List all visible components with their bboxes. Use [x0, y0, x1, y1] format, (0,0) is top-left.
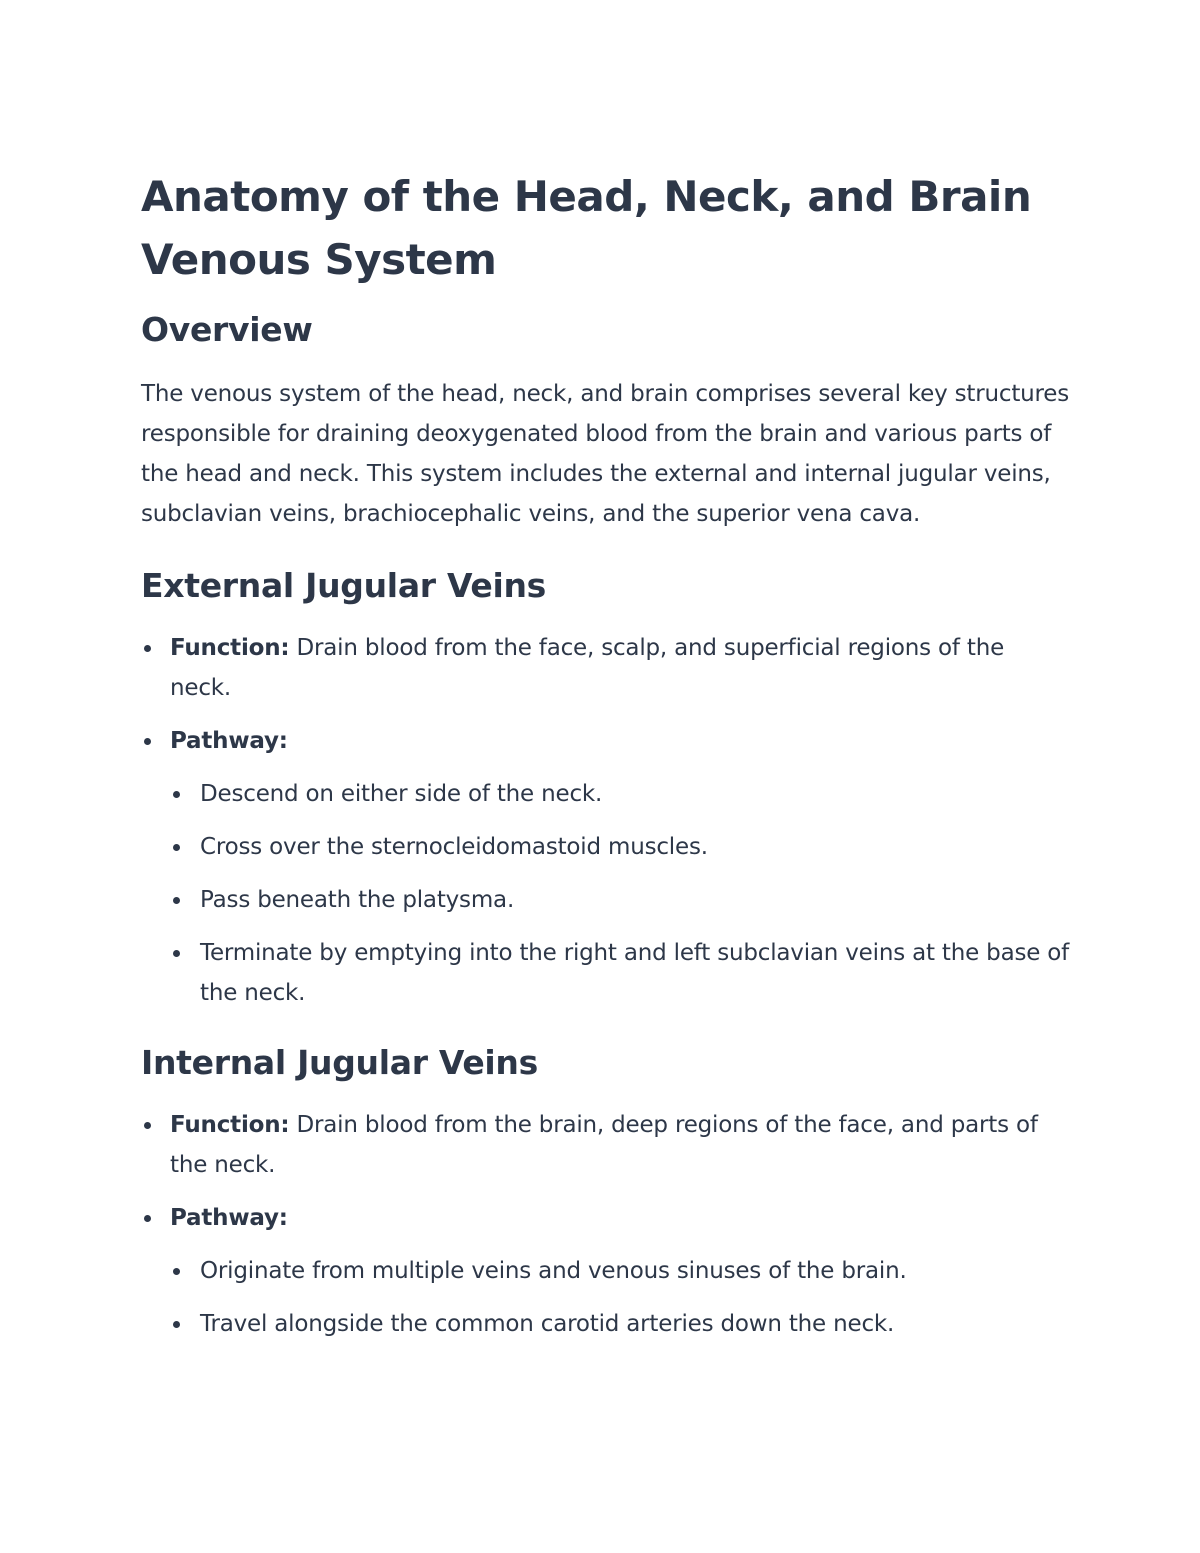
- function-text: Drain blood from the face, scalp, and superficial regions of the neck.: [170, 635, 1005, 701]
- list-item: Cross over the sternocleidomastoid muscles.: [170, 827, 1071, 867]
- list-item: Originate from multiple veins and venous sinuses of the brain.: [170, 1251, 1071, 1291]
- function-label: Function:: [170, 1112, 290, 1138]
- list-item: [141, 628, 1071, 708]
- pathway-label: Pathway:: [170, 1205, 288, 1231]
- list-item: Pass beneath the platysma.: [170, 880, 1071, 920]
- overview-heading: Overview: [141, 310, 313, 349]
- list-item: Travel alongside the common carotid arteries down the neck.: [170, 1304, 1071, 1344]
- external-pathway-list: [170, 774, 1071, 1013]
- external-jugular-heading: External Jugular Veins: [141, 566, 547, 605]
- document-title: Anatomy of the Head, Neck, and Brain Venous System: [141, 172, 1032, 284]
- list-item: [141, 1198, 1071, 1344]
- document-page: [141, 165, 1071, 1344]
- overview-paragraph: The venous system of the head, neck, and brain comprises several key structures responsible for draining deoxygenated blood from the brain and various parts of the head and neck. This system includes the external and internal jugular veins, subclavian veins, brachiocephalic veins, and the superior vena cava.: [141, 381, 1070, 527]
- internal-jugular-heading: Internal Jugular Veins: [141, 1043, 538, 1082]
- function-label: Function:: [170, 635, 290, 661]
- internal-jugular-list: [141, 1105, 1071, 1344]
- external-jugular-list: [141, 628, 1071, 1013]
- function-text: Drain blood from the brain, deep regions of the face, and parts of the neck.: [170, 1112, 1038, 1178]
- list-item: Terminate by emptying into the right and left subclavian veins at the base of the neck.: [170, 933, 1071, 1013]
- internal-pathway-list: [170, 1251, 1071, 1344]
- list-item: [141, 1105, 1071, 1185]
- list-item: Descend on either side of the neck.: [170, 774, 1071, 814]
- list-item: [141, 721, 1071, 1013]
- pathway-label: Pathway:: [170, 728, 288, 754]
